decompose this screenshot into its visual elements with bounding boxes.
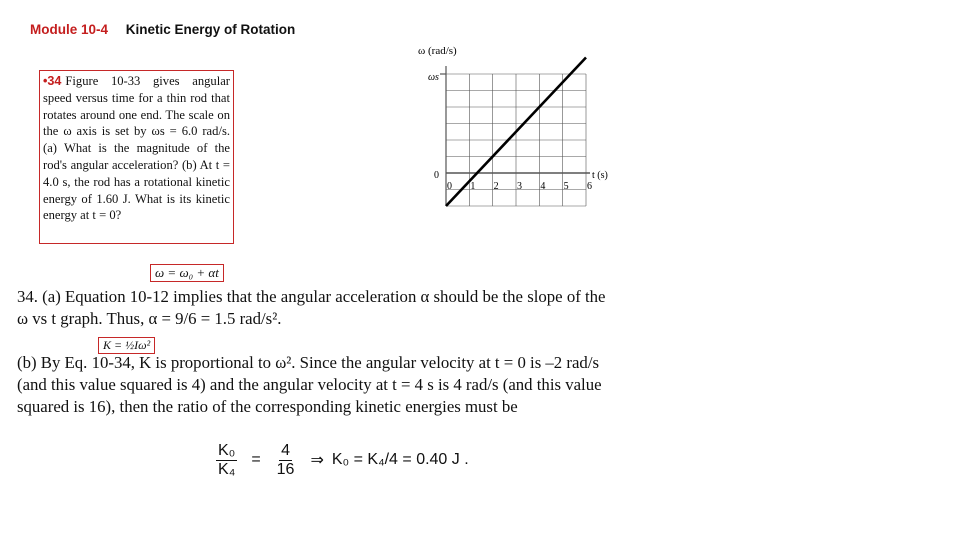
solution-line-1: 34. (a) Equation 10-12 implies that the angular acceleration α should be the slope of the: [17, 287, 606, 306]
ratio-value-fraction: [275, 442, 297, 479]
module-title: Kinetic Energy of Rotation: [125, 22, 296, 37]
k4-symbol: K₄: [218, 460, 236, 478]
solution-line-3: (b) By Eq. 10-34, K is proportional to ω². Since the angular velocity at t = 0 is –2 rad/s: [17, 353, 600, 372]
kinetic-equation: K = ½Iω²: [98, 337, 155, 354]
ratio-k-fraction: [216, 442, 237, 479]
problem-box: [39, 70, 234, 244]
k0-symbol: K₀: [218, 441, 236, 459]
problem-text: Figure 10-33 gives angular speed versus time for a thin rod that rotates around one end. The scale on the ω axis is set by ωs = 6.0 rad/s. (a) What is the magnitude of the rod's angular acceleration? (b) At t = 4.0 s, the rod has a rotational kinetic energy of 1.60 J. What is its kinetic energy at t = 0?: [43, 74, 230, 223]
module-label: Module 10-4: [30, 22, 109, 37]
ratio-equation: [210, 440, 469, 480]
equals-sign: =: [251, 451, 261, 468]
x-tick-label: 2: [493, 181, 499, 192]
implies-arrow: ⇒: [310, 452, 324, 469]
solution-line-5: squared is 16), then the ratio of the corresponding kinetic energies must be: [17, 397, 518, 416]
x-tick-label: 5: [563, 181, 569, 192]
omega-equation: ω = ω₀ + αt: [150, 264, 224, 282]
omega-vs-time-graph: [410, 40, 640, 215]
ratio-result: K₀ = K₄/4 = 0.40 J .: [331, 451, 469, 468]
problem-number: •34: [43, 74, 62, 88]
ws-label: ωs: [428, 72, 439, 83]
x-tick-label: 6: [587, 181, 592, 192]
x-tick-label: 3: [517, 181, 522, 192]
zero-label: 0: [434, 170, 439, 181]
page-header: [30, 22, 295, 37]
y-axis-label: ω (rad/s): [418, 45, 457, 57]
x-axis-label: t (s): [592, 170, 608, 181]
denominator-sixteen: 16: [276, 460, 295, 478]
solution-line-4: (and this value squared is 4) and the angular velocity at t = 4 s is 4 rad/s (and this value: [17, 375, 602, 394]
x-tick-label: 0: [447, 181, 452, 192]
x-tick-label: 1: [470, 181, 476, 192]
solution-line-2: ω vs t graph. Thus, α = 9/6 = 1.5 rad/s².: [17, 309, 282, 328]
numerator-four: 4: [281, 441, 290, 459]
x-tick-label: 4: [540, 181, 546, 192]
